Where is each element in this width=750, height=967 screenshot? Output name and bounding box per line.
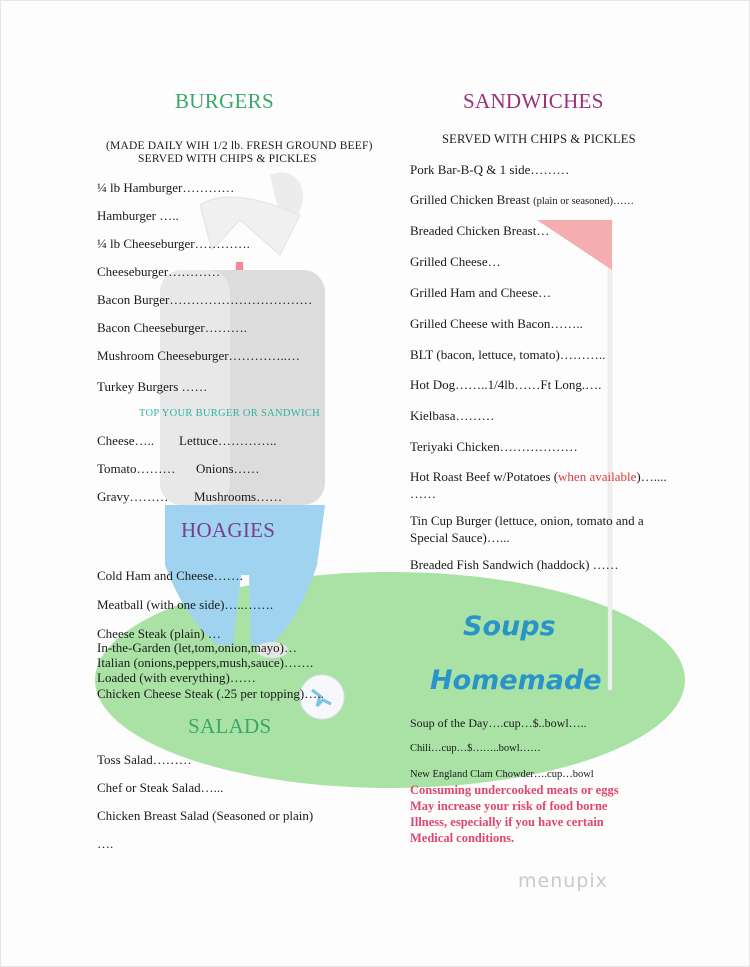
menu-item: Teriyaki Chicken……………… — [410, 439, 578, 454]
menu-item: Hamburger ….. — [97, 208, 179, 223]
menu-item-dots: )….... — [636, 469, 667, 484]
menu-item-name: Hot Roast Beef w/Potatoes ( — [410, 469, 559, 484]
topping-tomato: Tomato……… — [97, 461, 176, 476]
menu-item — [410, 192, 634, 208]
menu-item: Grilled Cheese… — [410, 254, 501, 269]
warning-line: Illness, especially if you have certain — [410, 815, 604, 829]
menu-item: Meatball (with one side)…..……. — [97, 597, 274, 612]
warning-line: Medical conditions. — [410, 831, 515, 845]
flag-pole — [608, 220, 612, 690]
menu-item: Mushroom Cheeseburger…………..… — [97, 348, 301, 363]
watermark: menupix — [518, 870, 608, 892]
menu-item: Toss Salad……… — [97, 752, 192, 767]
menu-item: ¼ lb Hamburger………… — [97, 180, 235, 195]
menu-item: Cheeseburger………… — [97, 264, 221, 279]
soup-item: Chili…cup…$……..bowl…… — [410, 743, 541, 754]
soup-item: New England Clam Chowder….cup…bowl — [410, 769, 594, 780]
menu-item-name: Grilled Chicken Breast — [410, 192, 530, 207]
topping-mushrooms: Mushrooms…… — [194, 489, 283, 504]
menu-item — [410, 469, 667, 485]
menu-item: Grilled Ham and Cheese… — [410, 285, 552, 300]
soup-item: Soup of the Day….cup…$..bowl….. — [410, 716, 587, 730]
menu-item: In-the-Garden (let,tom,onion,mayo)… — [97, 640, 297, 655]
warning-line: Consuming undercooked meats or eggs — [410, 783, 619, 797]
salads-heading: SALADS — [188, 714, 272, 738]
food-safety-warning — [410, 782, 619, 846]
menu-item: Grilled Cheese with Bacon…….. — [410, 316, 583, 331]
burgers-note-chips: SERVED WITH CHIPS & PICKLES — [138, 153, 317, 165]
menu-item: Turkey Burgers …… — [97, 379, 208, 394]
hoagies-heading: HOAGIES — [181, 518, 276, 542]
toppings-heading: TOP YOUR BURGER OR SANDWICH — [139, 408, 320, 419]
availability-note: when available — [558, 469, 637, 484]
menu-item: Chef or Steak Salad…... — [97, 780, 224, 795]
topping-cheese: Cheese….. — [97, 433, 155, 448]
burgers-note-beef: (MADE DAILY WIH 1/2 lb. FRESH GROUND BEEF) — [106, 140, 373, 152]
menu-item: Hot Dog……..1/4lb……Ft Long.…. — [410, 377, 602, 392]
menu-item: Tin Cup Burger (lettuce, onion, tomato and a — [410, 513, 644, 528]
menu-item: Breaded Chicken Breast… — [410, 223, 550, 238]
sandwiches-heading: SANDWICHES — [463, 89, 604, 113]
menu-item: Chicken Cheese Steak (.25 per topping)….. — [97, 686, 324, 701]
topping-lettuce: Lettuce………….. — [179, 433, 277, 448]
burgers-heading: BURGERS — [175, 89, 274, 113]
menu-item: Pork Bar-B-Q & 1 side……… — [410, 162, 570, 177]
menu-item: Kielbasa……… — [410, 408, 495, 423]
menu-item: …. — [97, 836, 114, 851]
menu-item-continued: Special Sauce)…... — [410, 530, 510, 545]
menu-item: Cheese Steak (plain) … — [97, 626, 221, 641]
menu-item: ¼ lb Cheeseburger…………. — [97, 236, 250, 251]
sandwiches-note: SERVED WITH CHIPS & PICKLES — [442, 132, 636, 146]
warning-line: May increase your risk of food borne — [410, 799, 608, 813]
menu-item-dots-line: …… — [410, 486, 436, 501]
menu-item-note: (plain or seasoned)…… — [533, 196, 634, 207]
menu-item: Loaded (with everything)…… — [97, 670, 256, 685]
homemade-heading: Homemade — [430, 665, 602, 696]
menu-item: Cold Ham and Cheese……. — [97, 568, 243, 583]
topping-onions: Onions…… — [196, 461, 260, 476]
menu-item: Italian (onions,peppers,mush,sauce)……. — [97, 655, 314, 670]
menu-item: Chicken Breast Salad (Seasoned or plain) — [97, 808, 314, 823]
topping-gravy: Gravy……… — [97, 489, 169, 504]
menu-item: Breaded Fish Sandwich (haddock) …… — [410, 557, 619, 572]
soups-heading: Soups — [463, 611, 556, 642]
menu-item: Bacon Burger…………………………… — [97, 292, 313, 307]
menu-item: Bacon Cheeseburger………. — [97, 320, 247, 335]
menu-item: BLT (bacon, lettuce, tomato)……….. — [410, 347, 606, 362]
